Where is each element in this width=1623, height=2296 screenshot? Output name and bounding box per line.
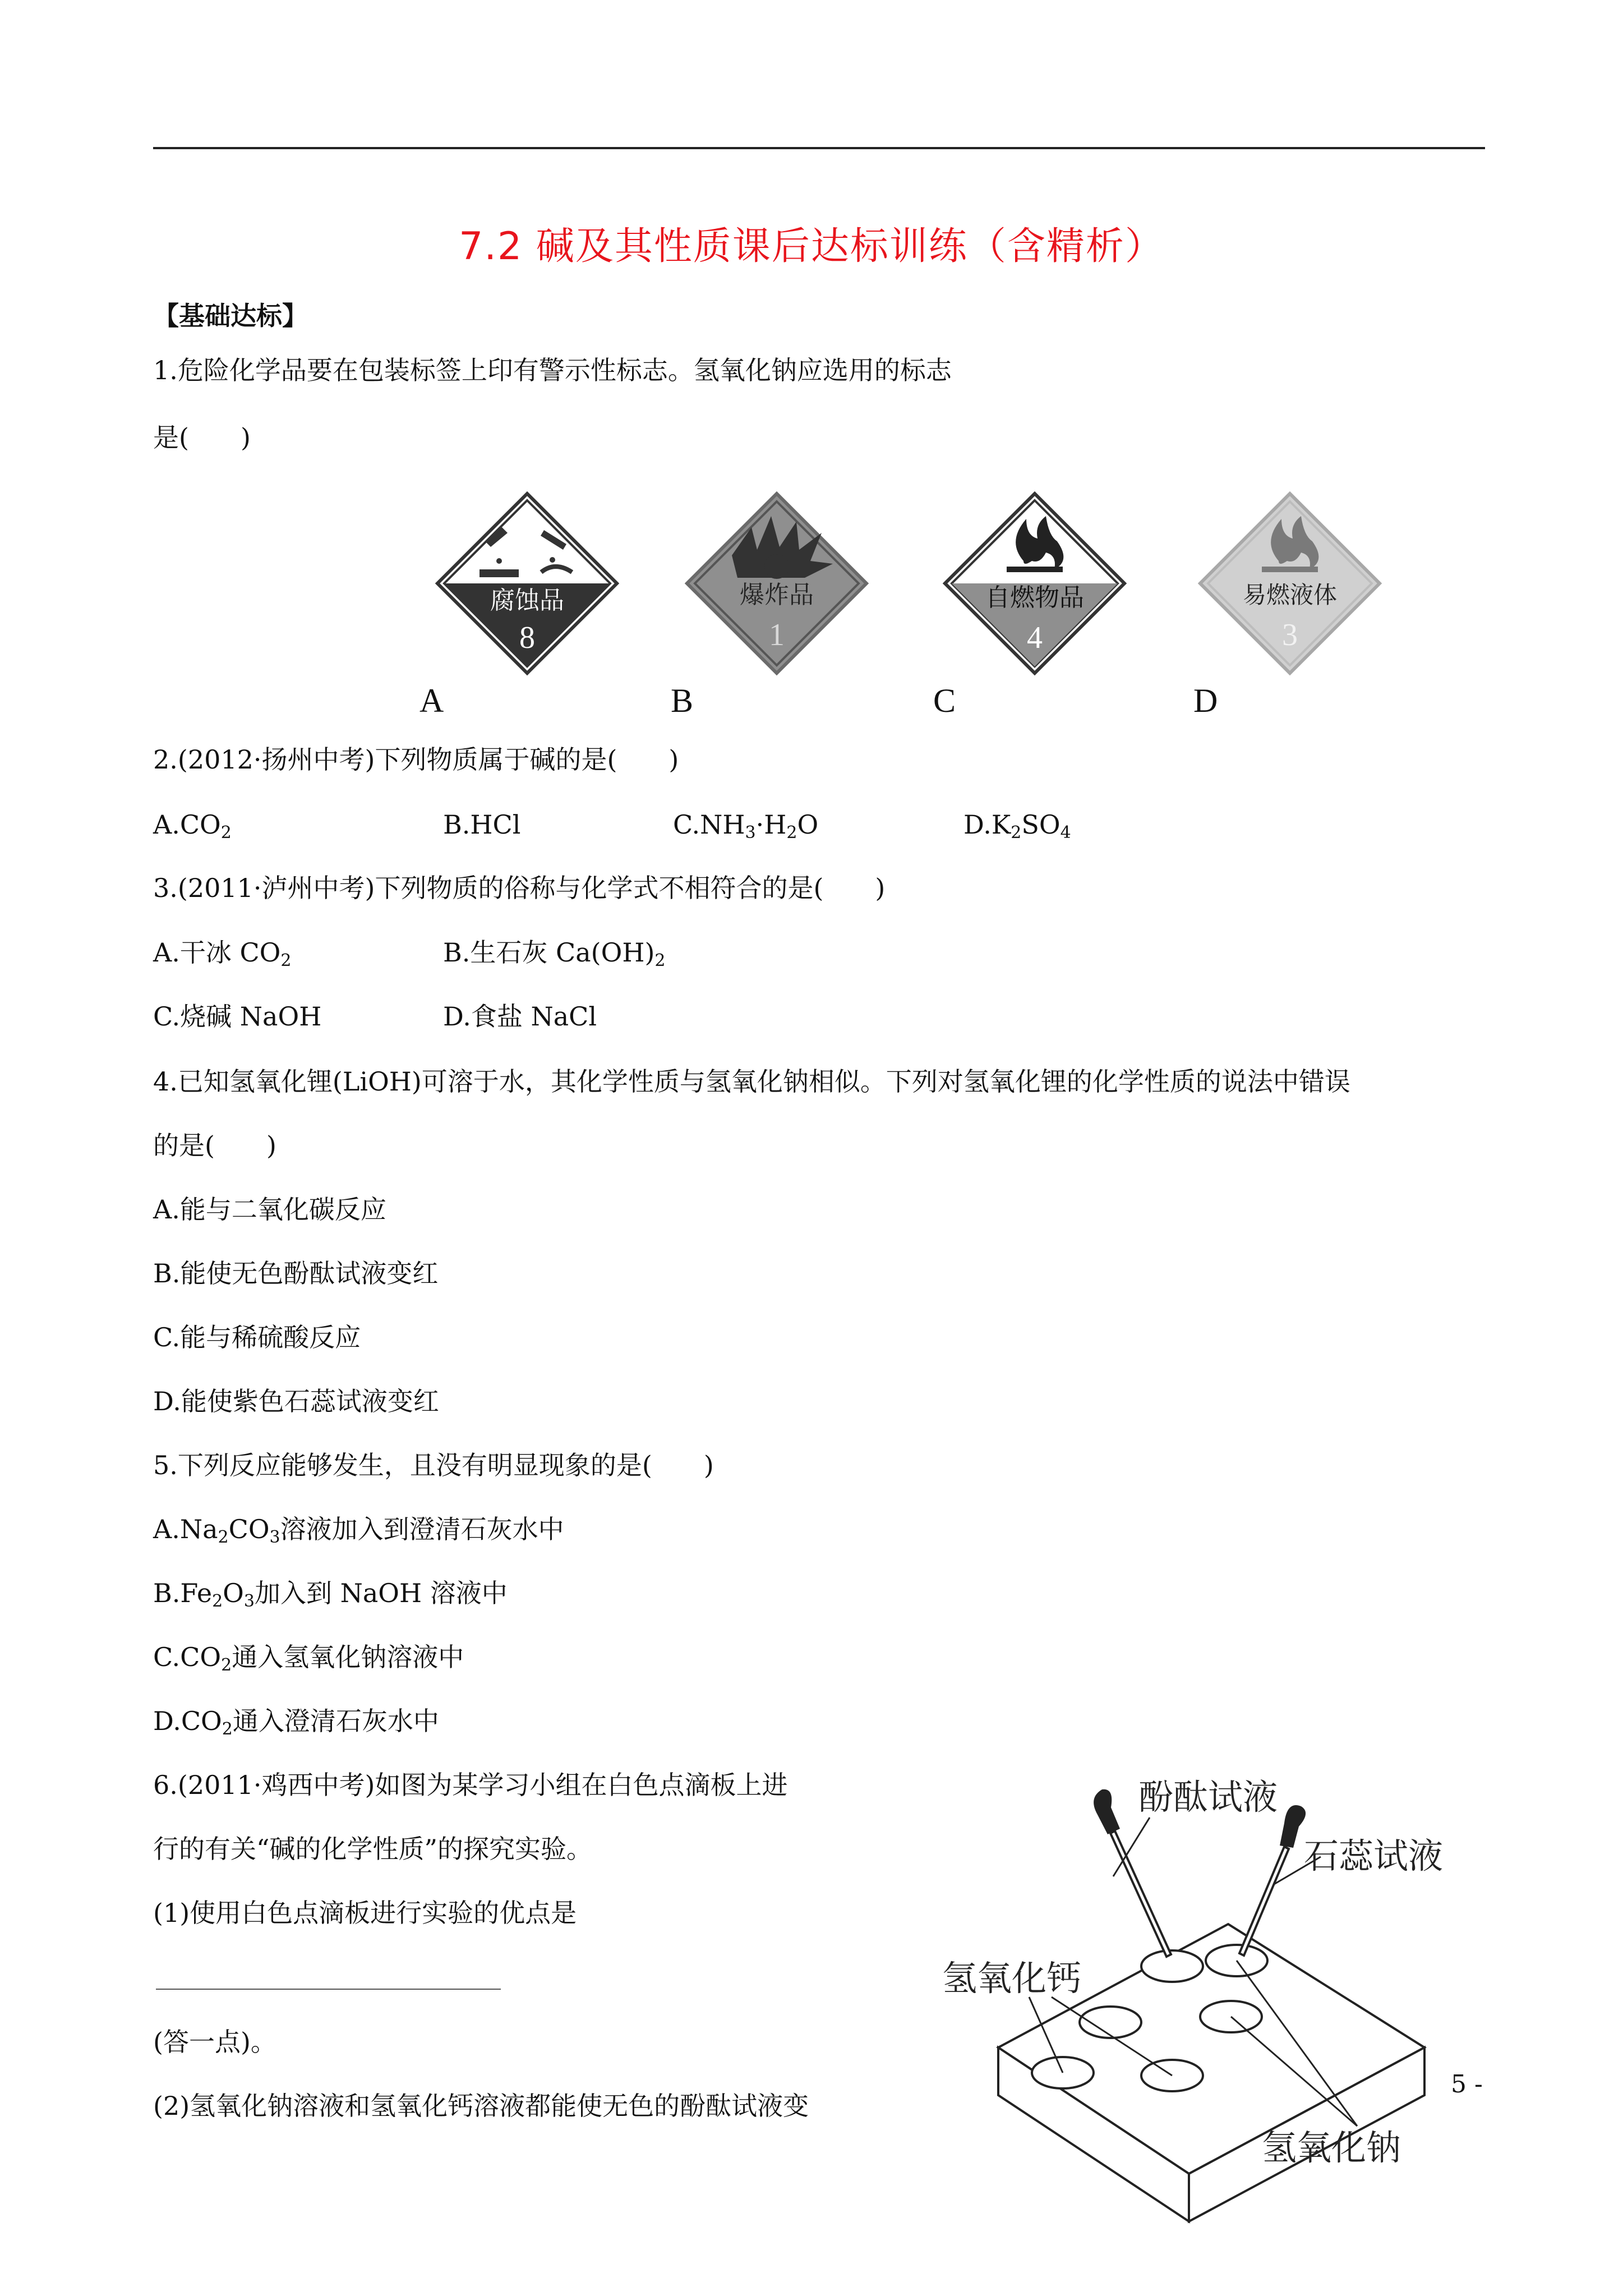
explosive-sign [687, 494, 866, 673]
q1-text-line1: 1.危险化学品要在包装标签上印有警示性标志。氢氧化钠应选用的标志 [153, 355, 952, 385]
hazard-signs [336, 488, 1338, 735]
sign-b-label: 爆炸品 [740, 581, 814, 609]
q3-stem: 3.(2011·泸州中考)下列物质的俗称与化学式不相符合的是( ) [153, 873, 886, 903]
option-d-letter: D [1193, 682, 1218, 719]
option-a-letter: A [419, 682, 444, 719]
q5-option-c: $C.CO_2$通入氢氧化钠溶液中 [153, 1642, 464, 1675]
litmus-label: 石蕊试液 [1304, 1835, 1444, 1876]
q4-option-c: C.能与稀硫酸反应 [153, 1322, 361, 1352]
q5-option-a: $A.Na_2CO_3$溶液加入到澄清石灰水中 [153, 1514, 564, 1547]
sign-b-number: 1 [769, 618, 785, 652]
flammable-liquid-sign [1200, 494, 1380, 673]
dropper-right [1239, 1805, 1306, 1955]
q4-option-d: D.能使紫色石蕊试液变红 [153, 1386, 439, 1416]
q3-option-a: A.干冰 $CO_2$ [153, 937, 292, 970]
sign-a-label: 腐蚀品 [490, 586, 564, 615]
q4-option-a: A.能与二氧化碳反应 [153, 1194, 386, 1225]
sign-d-label: 易燃液体 [1242, 581, 1338, 609]
q3-option-c: C.烧碱 NaOH [153, 1001, 322, 1032]
q6-part2: (2)氢氧化钠溶液和氢氧化钙溶液都能使无色的酚酞试液变 [153, 2091, 809, 2121]
q4-option-b: B.能使无色酚酞试液变红 [153, 1258, 439, 1289]
header-rule [153, 147, 1485, 149]
q2-option-a: $A.CO_2$ [153, 809, 232, 843]
q4-text-line2: 的是( ) [153, 1130, 276, 1161]
q3-option-d: D.食盐 NaCl [443, 1001, 597, 1032]
sign-c-label: 自燃物品 [985, 583, 1084, 612]
q6-text-line2: 行的有关“碱的化学性质”的探究实验。 [153, 1834, 593, 1864]
sodium-hydroxide-label: 氢氧化钠 [1262, 2127, 1401, 2168]
sign-d-number: 3 [1282, 618, 1298, 652]
q6-part1: (1)使用白色点滴板进行实验的优点是 [153, 1898, 577, 1928]
q2-option-c: $C.NH_3\cdot H_2O$ [673, 809, 819, 843]
q4-text-line1: 4.已知氢氧化锂(LiOH)可溶于水，其化学性质与氢氧化钠相似。下列对氢氧化锂的化学性质的说法中错误 [153, 1066, 1350, 1097]
q5-option-d: $D.CO_2$通入澄清石灰水中 [153, 1706, 439, 1739]
q2-option-b: B.HCl [443, 809, 521, 840]
q5-option-b: $B.Fe_2O_3$加入到 NaOH 溶液中 [153, 1578, 508, 1611]
option-c-letter: C [933, 682, 956, 719]
answer-blank [156, 1989, 501, 1990]
q1-text-line2: 是( ) [153, 422, 251, 453]
q3-option-b: B.生石灰 $Ca(OH)_2$ [443, 937, 666, 970]
corrosive-sign [437, 494, 617, 673]
calcium-hydroxide-label: 氢氧化钙 [942, 1958, 1082, 1999]
spot-plate-diagram [909, 1767, 1469, 2227]
q2-stem: 2.(2012·扬州中考)下列物质属于碱的是( ) [153, 744, 679, 775]
section-heading: 【基础达标】 [153, 301, 308, 331]
q6-text-line1: 6.(2011·鸡西中考)如图为某学习小组在白色点滴板上进 [153, 1770, 788, 1800]
q5-stem: 5.下列反应能够发生，且没有明显现象的是( ) [153, 1450, 714, 1480]
spontaneous-combustion-sign [945, 494, 1124, 673]
phenolphthalein-label: 酚酞试液 [1138, 1777, 1278, 1818]
page-title: 7.2 碱及其性质课后达标训练（含精析） [459, 224, 1164, 269]
q2-option-d: $D.K_2SO_4$ [963, 809, 1071, 843]
sign-c-number: 4 [1027, 620, 1043, 655]
page-number: 5 - [1451, 2070, 1483, 2099]
sign-a-number: 8 [519, 620, 535, 655]
q6-part1-note: (答一点)。 [153, 2027, 276, 2057]
option-b-letter: B [671, 682, 694, 719]
